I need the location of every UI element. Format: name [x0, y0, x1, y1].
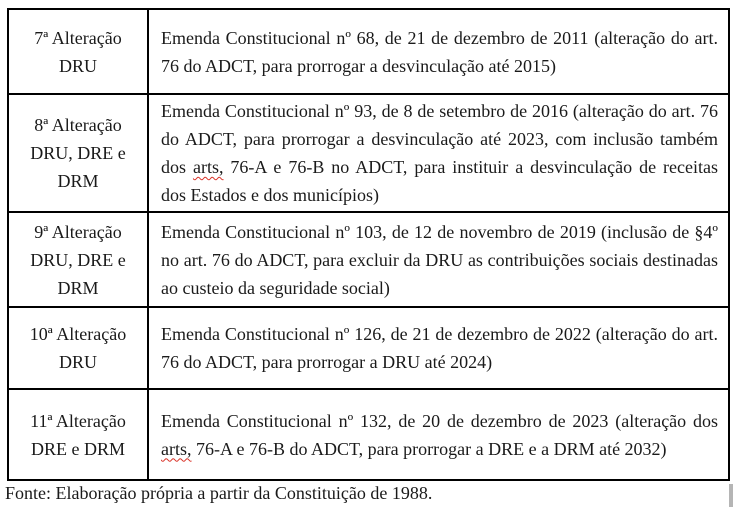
row-label-cell [8, 389, 148, 480]
scrollbar-thumb-fragment[interactable] [729, 484, 733, 507]
spellcheck-marked-word: arts, [192, 157, 224, 177]
amendment-description: Emenda Constitucional nº 126, de 21 de dezembro de 2022 (alteração do art. 76 do ADCT, para prorrogar a DRU até 2024) [161, 324, 718, 372]
row-label-cell [8, 94, 148, 212]
amendment-description: Emenda Constitucional nº 103, de 12 de novembro de 2019 (inclusão de §4º no art. 76 do ADCT, para excluir da DRU as contribuições sociais destinadas ao custeio da seguridade social) [161, 221, 718, 298]
amendment-description: Emenda Constitucional nº 93, de 8 de setembro de 2016 (alteração do art. 76 do ADCT, para prorrogar a desvinculação até 2023, com inclusão também dos [161, 101, 718, 177]
row-description-cell [148, 307, 729, 389]
amendment-description-cont: 76-A e 76-B no ADCT, para instituir a desvinculação de receitas dos Estados e dos municípios) [161, 157, 718, 205]
table-row [8, 212, 729, 307]
amendments-table [7, 8, 730, 481]
row-label-cell [8, 212, 148, 307]
amendment-label: 9ª Alteração DRU, DRE e DRM [30, 221, 126, 298]
row-label-cell [8, 307, 148, 389]
row-description-cell [148, 389, 729, 480]
amendment-label: 11ª Alteração DRE e DRM [30, 410, 126, 459]
row-label-cell [8, 9, 148, 94]
row-description-cell [148, 94, 729, 212]
table-row [8, 307, 729, 389]
amendment-description: Emenda Constitucional nº 132, de 20 de dezembro de 2023 (alteração dos [161, 410, 718, 431]
row-description-cell [148, 9, 729, 94]
row-description-cell [148, 212, 729, 307]
amendment-label: 10ª Alteração DRU [29, 324, 127, 372]
source-note: Fonte: Elaboração própria a partir da Constituição de 1988. [5, 483, 433, 503]
amendment-description-cont: 76-A e 76-B do ADCT, para prorrogar a DRE e a DRM até 2032) [191, 438, 667, 459]
amendment-label: 8ª Alteração DRU, DRE e DRM [30, 115, 126, 191]
table-row [8, 389, 729, 480]
spellcheck-marked-word: arts, [161, 438, 192, 459]
amendment-description: Emenda Constitucional nº 68, de 21 de dezembro de 2011 (alteração do art. 76 do ADCT, para prorrogar a desvinculação até 2015) [161, 27, 718, 76]
table-row [8, 94, 729, 212]
table-row [8, 9, 729, 94]
amendment-label: 7ª Alteração DRU [34, 27, 122, 76]
